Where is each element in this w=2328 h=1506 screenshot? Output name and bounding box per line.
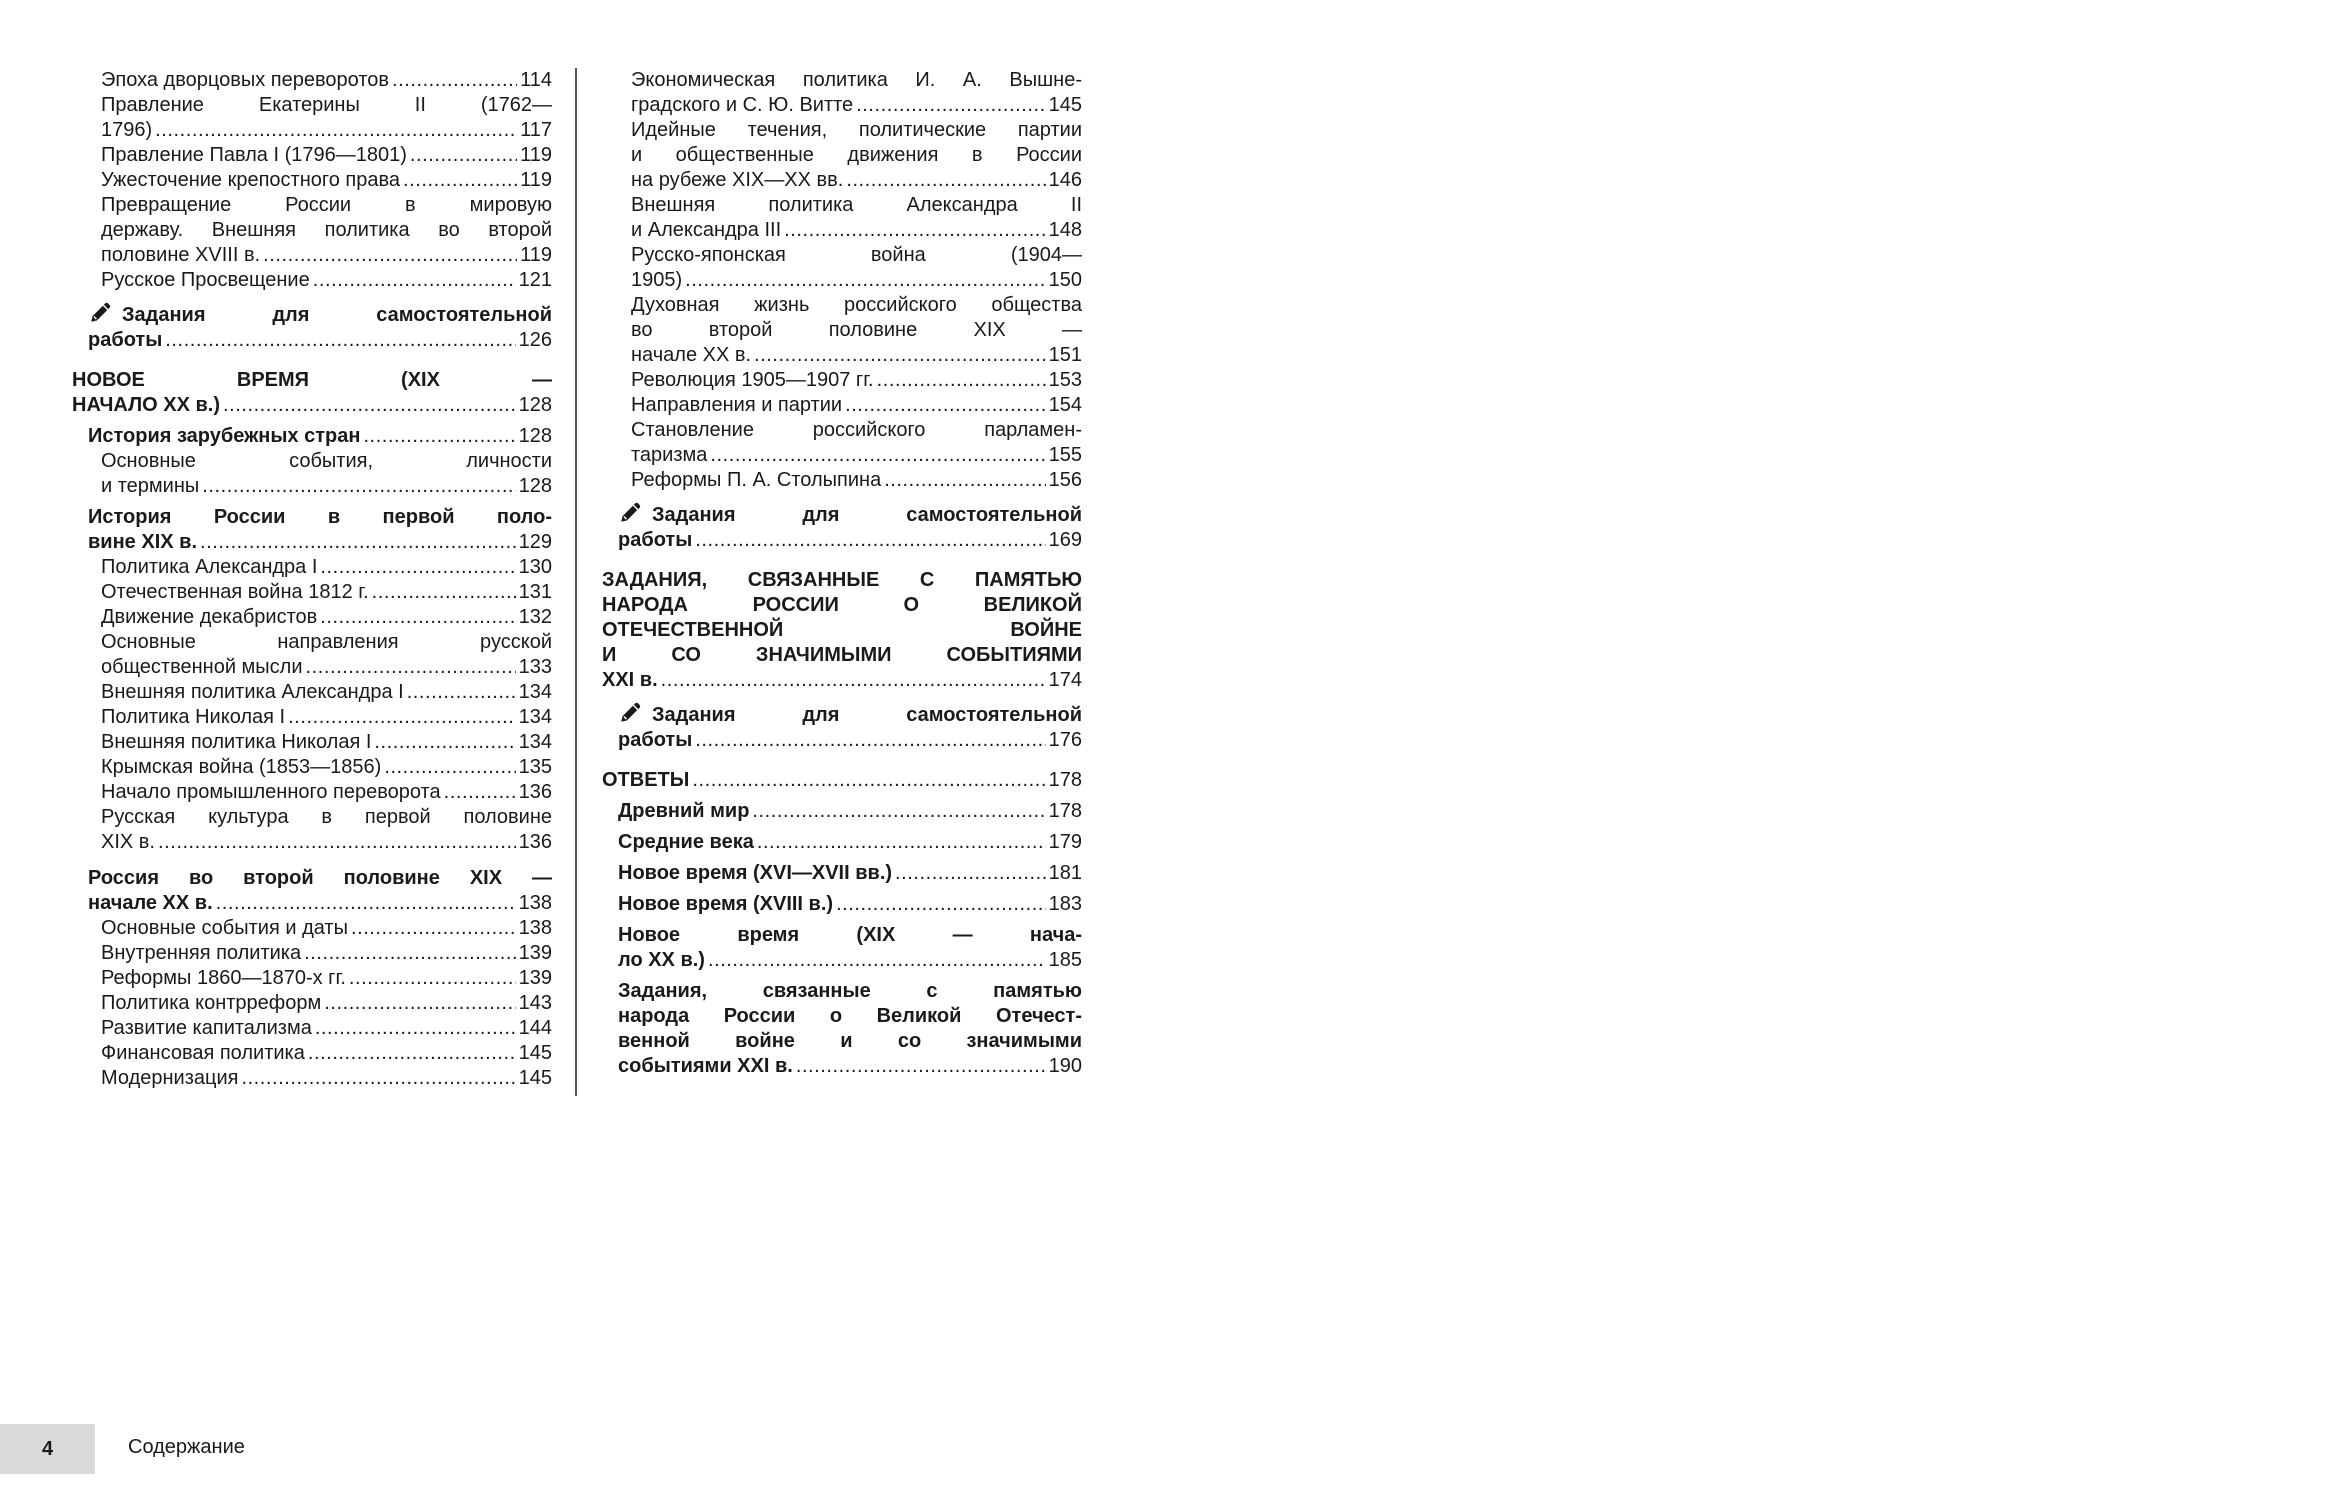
toc-entry-text: Внутренняя политика xyxy=(101,942,302,964)
toc-entry-text: вине XIX в. xyxy=(88,531,197,553)
toc-subsection[interactable] xyxy=(88,866,552,916)
toc-entry-line: Русско-японская война (1904— xyxy=(631,244,1082,266)
toc-page-number: 145 xyxy=(518,1067,552,1089)
toc-entry-text: Отечественная война 1812 г. xyxy=(101,581,369,603)
toc-entry-text: градского и С. Ю. Витте xyxy=(631,94,854,116)
toc-entry-text: Задания для самостоятельной xyxy=(652,704,1082,726)
toc-entry-text: событиями XXI в. xyxy=(618,1055,793,1077)
toc-entry-line: Духовная жизнь российского общества xyxy=(631,294,1082,316)
toc-entry-text: Революция 1905—1907 гг. xyxy=(631,369,874,391)
toc-subsection[interactable] xyxy=(88,505,552,555)
toc-entry-text: Политика Александра I xyxy=(101,556,318,578)
toc-entry-text: Новое время (XVIII в.) xyxy=(618,893,834,915)
toc-entry[interactable] xyxy=(631,243,1082,293)
toc-section-heading[interactable] xyxy=(72,368,552,418)
pencil-icon xyxy=(618,499,644,525)
toc-entry-text: работы xyxy=(618,529,693,551)
toc-entry-text: Внешняя политика Николая I xyxy=(101,731,372,753)
toc-entry-text: работы xyxy=(618,729,693,751)
toc-entry-text: История зарубежных стран xyxy=(88,425,361,447)
toc-entry-text: Развитие капитализма xyxy=(101,1017,312,1039)
toc-page-number: 143 xyxy=(518,992,552,1014)
toc-entry-line: НОВОЕ ВРЕМЯ (XIX — xyxy=(72,369,552,391)
toc-page-number: 178 xyxy=(1048,769,1082,791)
toc-entry[interactable] xyxy=(101,1016,552,1041)
toc-entry[interactable] xyxy=(101,966,552,991)
column-divider xyxy=(575,68,577,1096)
toc-subsection[interactable] xyxy=(618,979,1082,1079)
toc-page-number: 131 xyxy=(518,581,552,603)
toc-page-number: 134 xyxy=(518,681,552,703)
toc-entry[interactable] xyxy=(631,68,1082,118)
toc-page-number: 190 xyxy=(1048,1055,1082,1077)
footer-page-number xyxy=(0,1424,95,1474)
toc-entry[interactable] xyxy=(101,630,552,680)
toc-entry[interactable] xyxy=(101,143,552,168)
toc-page-number: 119 xyxy=(520,169,552,191)
toc-entry-line: Превращение России в мировую xyxy=(101,194,552,216)
toc-page-number: 183 xyxy=(1048,893,1082,915)
toc-page-number: 145 xyxy=(1048,94,1082,116)
toc-entry-line: державу. Внешняя политика во второй xyxy=(101,219,552,241)
footer-section-title: Содержание xyxy=(128,1436,245,1458)
toc-page-number: 134 xyxy=(518,706,552,728)
toc-entry[interactable] xyxy=(101,168,552,193)
toc-entry-text: Русское Просвещение xyxy=(101,269,310,291)
toc-page-number: 114 xyxy=(520,69,552,91)
toc-entry-line: Россия во второй половине XIX — xyxy=(88,867,552,889)
toc-entry-text: Ужесточение крепостного права xyxy=(101,169,401,191)
toc-page-number: 150 xyxy=(1048,269,1082,291)
toc-entry[interactable] xyxy=(101,916,552,941)
toc-subsection[interactable] xyxy=(88,424,552,449)
toc-entry-text: таризма xyxy=(631,444,708,466)
toc-entry-line: НАРОДА РОССИИ О ВЕЛИКОЙ xyxy=(602,594,1082,616)
toc-entry[interactable] xyxy=(101,555,552,580)
toc-page-number: 139 xyxy=(518,967,552,989)
toc-page-number: 126 xyxy=(518,329,552,351)
toc-entry-text: начале XX в. xyxy=(88,892,213,914)
toc-page-number: 128 xyxy=(518,425,552,447)
toc-page-number: 138 xyxy=(518,917,552,939)
toc-entry-line: народа России о Великой Отечест- xyxy=(618,1005,1082,1027)
toc-entry-text: Политика Николая I xyxy=(101,706,286,728)
toc-entry-line: ОТЕЧЕСТВЕННОЙ ВОЙНЕ xyxy=(602,619,1082,641)
toc-page-number: 119 xyxy=(520,144,552,166)
toc-page-number: 121 xyxy=(518,269,552,291)
toc-entry-text: Древний мир xyxy=(618,800,750,822)
toc-entry-text: Средние века xyxy=(618,831,754,853)
toc-page-number: 136 xyxy=(518,781,552,803)
toc-entry[interactable] xyxy=(101,93,552,143)
toc-entry[interactable] xyxy=(631,368,1082,393)
toc-entry-text: Задания для самостоятельной xyxy=(652,504,1082,526)
toc-entry-line: и общественные движения в России xyxy=(631,144,1082,166)
toc-subsection[interactable] xyxy=(618,830,1082,855)
toc-entry-text: НАЧАЛО XX в.) xyxy=(72,394,220,416)
toc-entry[interactable] xyxy=(101,705,552,730)
toc-page-number: 151 xyxy=(1048,344,1082,366)
toc-entry-text: Реформы П. А. Столыпина xyxy=(631,469,882,491)
toc-entry-text: Основные события и даты xyxy=(101,917,348,939)
toc-entry-line: История России в первой поло- xyxy=(88,506,552,528)
toc-page-number: 135 xyxy=(518,756,552,778)
toc-entry-line: во второй половине XIX — xyxy=(631,319,1082,341)
toc-entry-text: половине XVIII в. xyxy=(101,244,261,266)
toc-entry[interactable] xyxy=(101,268,552,293)
toc-entry-text: Модернизация xyxy=(101,1067,239,1089)
toc-entry-line: Задания, связанные с памятью xyxy=(618,980,1082,1002)
toc-page-number: 133 xyxy=(518,656,552,678)
toc-entry-text: Начало промышленного переворота xyxy=(101,781,441,803)
toc-entry-text: и термины xyxy=(101,475,200,497)
toc-entry[interactable] xyxy=(101,68,552,93)
toc-entry-text: Политика контрреформ xyxy=(101,992,322,1014)
toc-page-number: 146 xyxy=(1048,169,1082,191)
toc-page-number: 178 xyxy=(1048,800,1082,822)
toc-entry[interactable] xyxy=(631,468,1082,493)
toc-entry-line: И СО ЗНАЧИМЫМИ СОБЫТИЯМИ xyxy=(602,644,1082,666)
toc-entry-text: Движение декабристов xyxy=(101,606,318,628)
toc-page-number: 156 xyxy=(1048,469,1082,491)
toc-page-number: 169 xyxy=(1048,529,1082,551)
toc-page-number: 155 xyxy=(1048,444,1082,466)
toc-entry[interactable] xyxy=(631,393,1082,418)
toc-entry-text: Реформы 1860—1870-х гг. xyxy=(101,967,346,989)
toc-entry[interactable] xyxy=(631,293,1082,368)
toc-entry-text: XIX в. xyxy=(101,831,155,853)
toc-entry[interactable] xyxy=(101,193,552,268)
toc-page-number: 128 xyxy=(518,475,552,497)
toc-entry[interactable] xyxy=(631,118,1082,193)
toc-entry[interactable] xyxy=(101,730,552,755)
toc-entry[interactable] xyxy=(101,605,552,630)
toc-entry[interactable] xyxy=(101,680,552,705)
toc-page-number: 119 xyxy=(520,244,552,266)
toc-page-number: 153 xyxy=(1048,369,1082,391)
toc-entry[interactable] xyxy=(101,941,552,966)
toc-subsection[interactable] xyxy=(618,799,1082,824)
toc-entry-line: Экономическая политика И. А. Вышне- xyxy=(631,69,1082,91)
toc-entry-text: на рубеже XIX—XX вв. xyxy=(631,169,844,191)
toc-entry-text: Правление Павла I (1796—1801) xyxy=(101,144,407,166)
toc-entry-tasks[interactable] xyxy=(618,499,1082,553)
toc-entry-line: Внешняя политика Александра II xyxy=(631,194,1082,216)
toc-entry[interactable] xyxy=(101,991,552,1016)
toc-page-number: 148 xyxy=(1048,219,1082,241)
toc-entry-text: 1796) xyxy=(101,119,153,141)
toc-entry-line: Идейные течения, политические партии xyxy=(631,119,1082,141)
toc-subsection[interactable] xyxy=(618,923,1082,973)
toc-entry-line: Правление Екатерины II (1762— xyxy=(101,94,552,116)
toc-page-number: 179 xyxy=(1048,831,1082,853)
toc-entry-tasks[interactable] xyxy=(88,299,552,353)
toc-subsection[interactable] xyxy=(618,861,1082,886)
page-number: 4 xyxy=(41,1437,54,1460)
toc-entry-text: работы xyxy=(88,329,163,351)
toc-entry[interactable] xyxy=(101,580,552,605)
toc-page-number: 154 xyxy=(1048,394,1082,416)
toc-entry[interactable] xyxy=(101,1041,552,1066)
toc-section-heading[interactable] xyxy=(602,768,1082,793)
toc-page-number: 185 xyxy=(1048,949,1082,971)
toc-entry-text: и Александра III xyxy=(631,219,782,241)
toc-entry-text: Задания для самостоятельной xyxy=(122,304,552,326)
toc-entry-line: ЗАДАНИЯ, СВЯЗАННЫЕ С ПАМЯТЬЮ xyxy=(602,569,1082,591)
toc-entry[interactable] xyxy=(101,755,552,780)
toc-entry-text: общественной мысли xyxy=(101,656,303,678)
toc-entry-text: начале XX в. xyxy=(631,344,752,366)
toc-entry-line: Русская культура в первой половине xyxy=(101,806,552,828)
toc-entry-line: Основные направления русской xyxy=(101,631,552,653)
toc-page-number: 129 xyxy=(518,531,552,553)
toc-entry-text: Эпоха дворцовых переворотов xyxy=(101,69,389,91)
toc-page-number: 134 xyxy=(518,731,552,753)
toc-page-number: 144 xyxy=(518,1017,552,1039)
toc-subsection[interactable] xyxy=(618,892,1082,917)
toc-entry[interactable] xyxy=(631,418,1082,468)
toc-entry[interactable] xyxy=(101,1066,552,1091)
toc-page-number: 132 xyxy=(518,606,552,628)
toc-entry-text: Направления и партии xyxy=(631,394,843,416)
toc-entry[interactable] xyxy=(631,193,1082,243)
toc-entry-text: Крымская война (1853—1856) xyxy=(101,756,382,778)
toc-entry-line: венной войне и со значимыми xyxy=(618,1030,1082,1052)
toc-page-number: 145 xyxy=(518,1042,552,1064)
toc-entry-line: Новое время (XIX — нача- xyxy=(618,924,1082,946)
toc-page-number: 176 xyxy=(1048,729,1082,751)
toc-page-number: 174 xyxy=(1048,669,1082,691)
toc-entry-text: ОТВЕТЫ xyxy=(602,769,690,791)
toc-page-number: 136 xyxy=(518,831,552,853)
toc-entry[interactable] xyxy=(101,449,552,499)
toc-section-heading[interactable] xyxy=(602,568,1082,693)
toc-entry[interactable] xyxy=(101,780,552,805)
toc-page-number: 181 xyxy=(1048,862,1082,884)
toc-page-number: 138 xyxy=(518,892,552,914)
toc-entry[interactable] xyxy=(101,805,552,855)
toc-entry-tasks[interactable] xyxy=(618,699,1082,753)
toc-entry-line: Становление российского парламен- xyxy=(631,419,1082,441)
pencil-icon xyxy=(88,299,114,325)
toc-page-number: 130 xyxy=(518,556,552,578)
toc-entry-line: Основные события, личности xyxy=(101,450,552,472)
pencil-icon xyxy=(618,699,644,725)
toc-entry-text: XXI в. xyxy=(602,669,658,691)
toc-page-number: 117 xyxy=(520,119,552,141)
toc-page-number: 128 xyxy=(518,394,552,416)
toc-entry-text: Финансовая политика xyxy=(101,1042,305,1064)
toc-page-number: 139 xyxy=(518,942,552,964)
toc-entry-text: Новое время (XVI—XVII вв.) xyxy=(618,862,893,884)
toc-entry-text: 1905) xyxy=(631,269,683,291)
toc-entry-text: Внешняя политика Александра I xyxy=(101,681,404,703)
toc-entry-text: ло XX в.) xyxy=(618,949,705,971)
